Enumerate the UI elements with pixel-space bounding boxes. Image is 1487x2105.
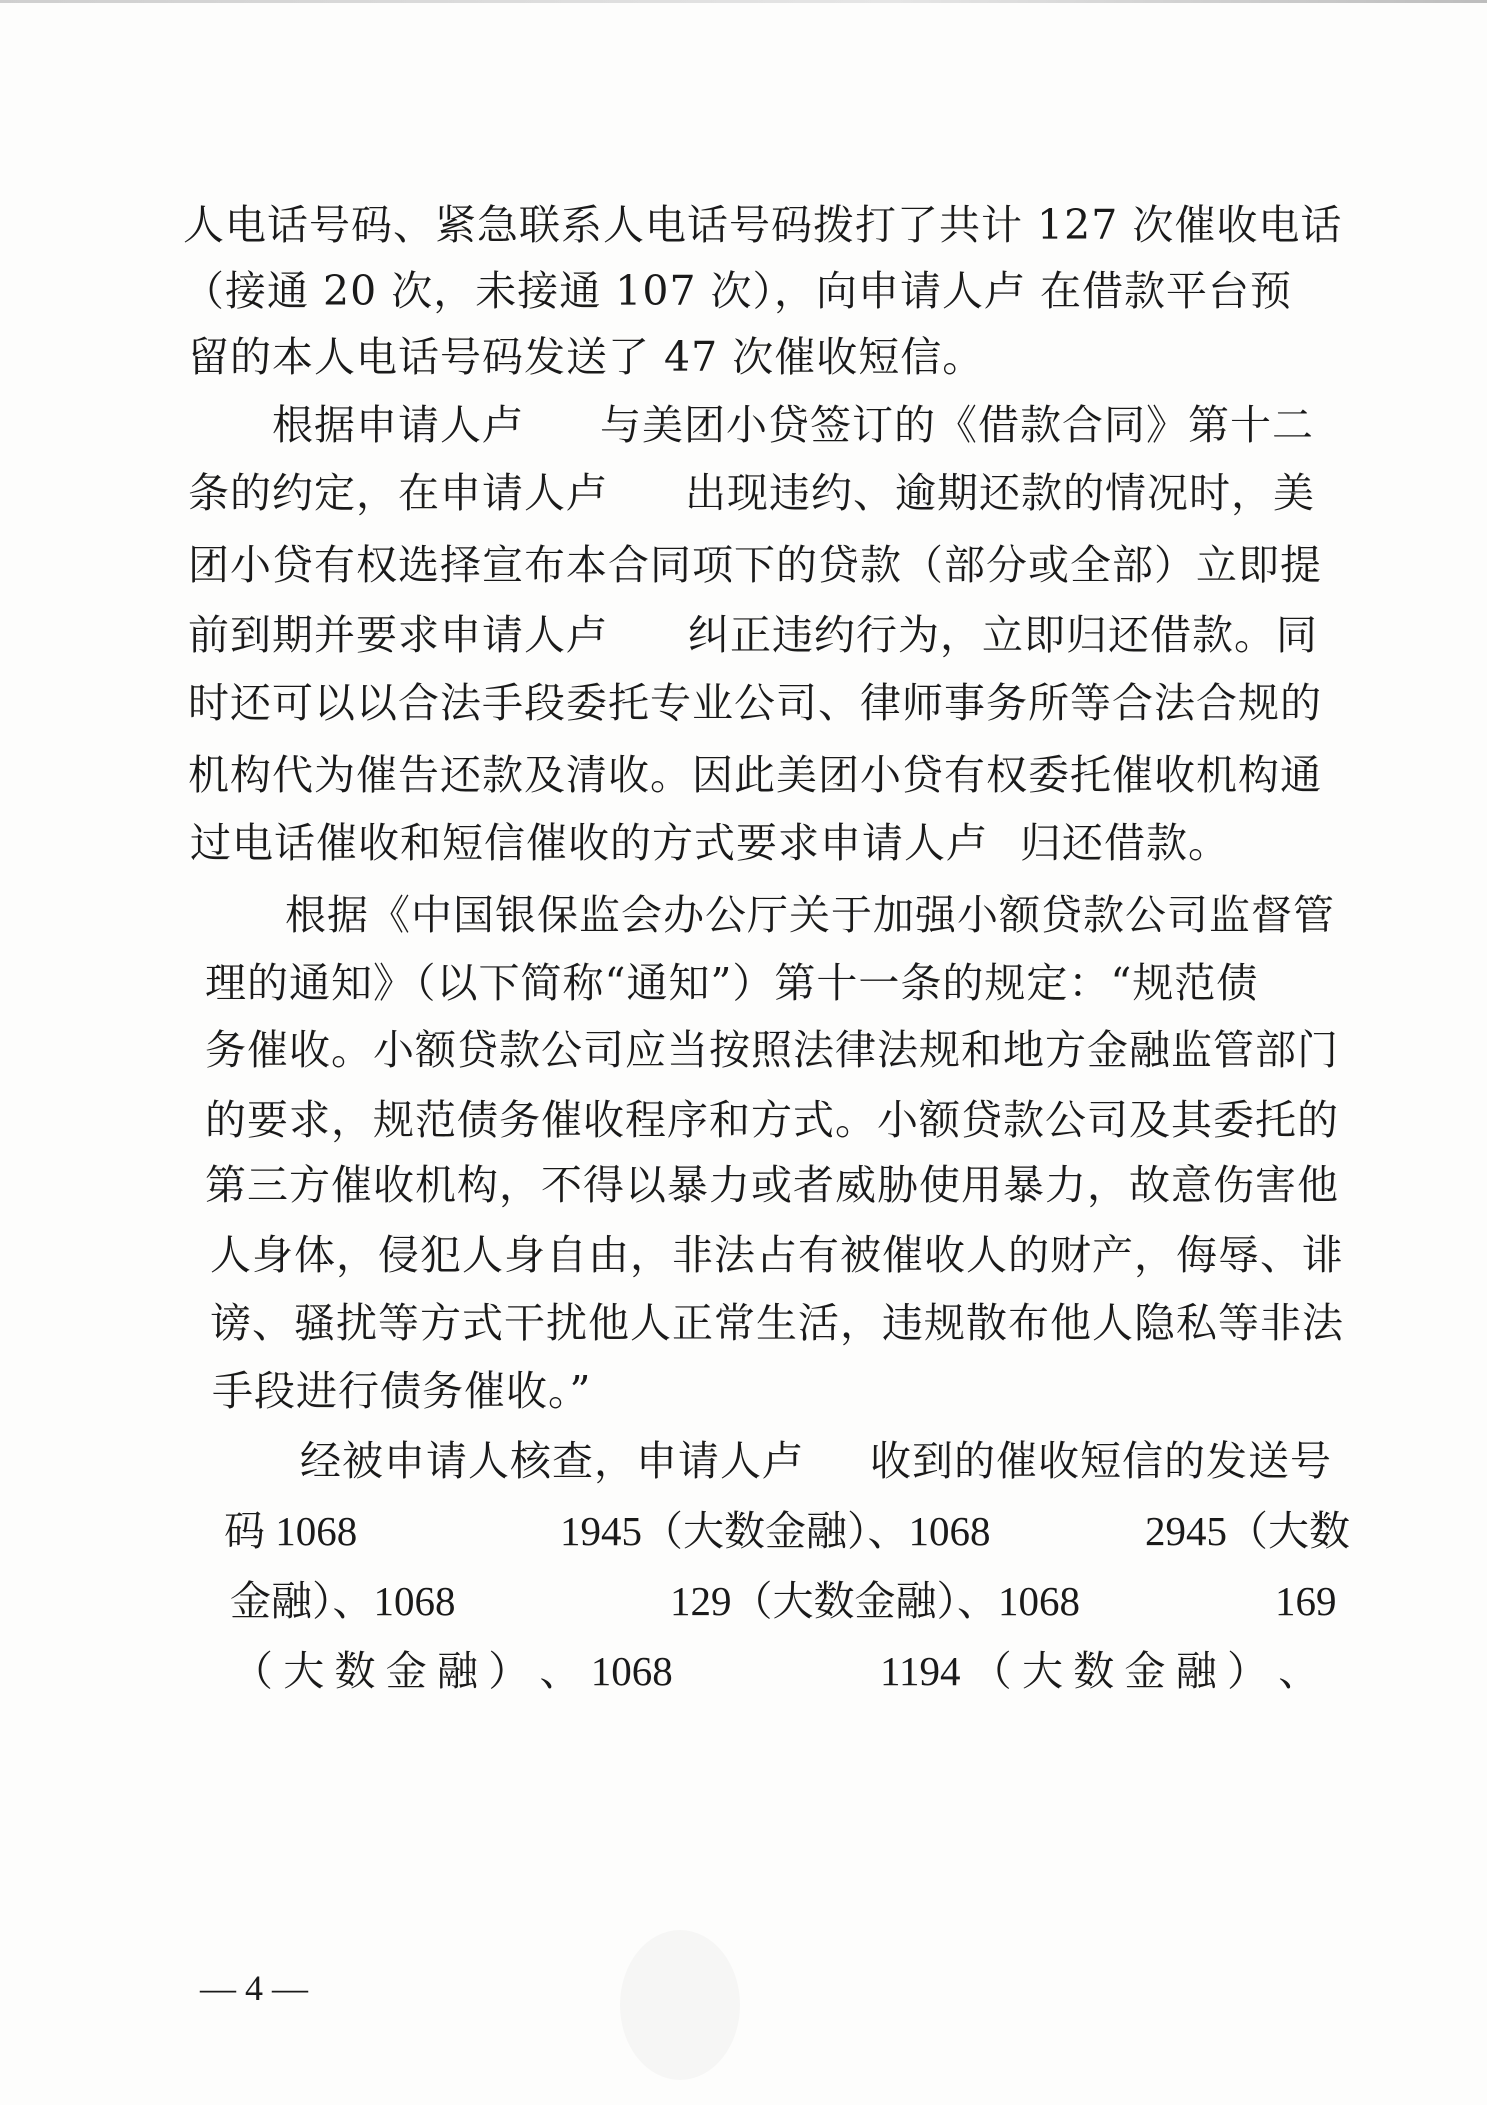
text-line (0, 1426, 1487, 1496)
text-line (0, 1288, 1487, 1358)
text-line (0, 1015, 1487, 1085)
page-number: — 4 — (200, 1968, 308, 2008)
text-segment: 留的本人电话号码发送了 47 次催收短信。 (188, 333, 985, 381)
text-segment: 第三方催收机构，不得以暴力或者威胁使用暴力，故意伤害他 (205, 1161, 1339, 1209)
text-segment: 根据申请人卢 (272, 401, 524, 449)
text-line (0, 458, 1487, 528)
text-line (0, 390, 1487, 460)
text-line (0, 1636, 1487, 1706)
text-line (0, 600, 1487, 670)
text-segment: 手段进行债务催收。” (212, 1367, 592, 1415)
text-segment: 谤、骚扰等方式干扰他人正常生活，违规散布他人隐私等非法 (210, 1299, 1344, 1347)
text-segment: 129（大数金融）、1068 (670, 1578, 1080, 1624)
text-segment: 1945（大数金融）、1068 (560, 1508, 991, 1554)
page-top-edge (0, 0, 1487, 3)
text-line (0, 322, 1487, 392)
text-segment: 条的约定，在申请人卢 (188, 469, 608, 517)
text-segment: 理的通知》（以下简称“通知”）第十一条的规定：“规范债 (205, 959, 1259, 1007)
text-segment: 根据《中国银保监会办公厅关于加强小额贷款公司监督管 (285, 891, 1335, 939)
text-segment: 金融）、1068 (230, 1578, 456, 1624)
text-segment: 在借款平台预 (1040, 267, 1292, 315)
text-line (0, 1085, 1487, 1155)
text-line (0, 530, 1487, 600)
text-segment: （ 大 数 金 融 ） 、 1068 (232, 1648, 673, 1694)
text-segment: 码 1068 (224, 1508, 358, 1554)
text-segment: 的要求，规范债务催收程序和方式。小额贷款公司及其委托的 (205, 1096, 1339, 1144)
text-segment: 时还可以以合法手段委托专业公司、律师事务所等合法合规的 (188, 679, 1322, 727)
text-line (0, 190, 1487, 260)
text-line (0, 1496, 1487, 1566)
text-segment: 过电话催收和短信催收的方式要求申请人卢 (190, 819, 988, 867)
text-segment: 团小贷有权选择宣布本合同项下的贷款（部分或全部）立即提 (188, 541, 1322, 589)
text-line (0, 1150, 1487, 1220)
text-segment: 人电话号码、紧急联系人电话号码拨打了共计 127 次催收电话 (183, 201, 1343, 249)
text-segment: 1194 （ 大 数 金 融 ） 、 (880, 1648, 1320, 1694)
text-segment: 收到的催收短信的发送号 (870, 1437, 1332, 1485)
text-segment: 机构代为催告还款及清收。因此美团小贷有权委托催收机构通 (188, 751, 1322, 799)
text-line (0, 948, 1487, 1018)
text-line (0, 1566, 1487, 1636)
text-segment: 经被申请人核查，申请人卢 (300, 1437, 804, 1485)
text-segment: 归还借款。 (1020, 819, 1230, 867)
text-line (0, 808, 1487, 878)
text-segment: 2945（大数 (1145, 1508, 1350, 1554)
scan-smudge (620, 1930, 740, 2080)
text-segment: 人身体，侵犯人身自由，非法占有被催收人的财产，侮辱、诽 (210, 1231, 1344, 1279)
text-segment: （接通 20 次，未接通 107 次），向申请人卢 (183, 267, 1027, 315)
text-line (0, 256, 1487, 326)
text-line (0, 1356, 1487, 1426)
text-segment: 务催收。小额贷款公司应当按照法律法规和地方金融监管部门 (205, 1026, 1339, 1074)
text-line (0, 880, 1487, 950)
text-line (0, 668, 1487, 738)
text-segment: 纠正违约行为，立即归还借款。同 (688, 611, 1318, 659)
text-segment: 与美团小贷签订的《借款合同》第十二 (600, 401, 1314, 449)
text-segment: 169 (1275, 1578, 1337, 1624)
text-segment: 出现违约、逾期还款的情况时，美 (685, 469, 1315, 517)
text-line (0, 740, 1487, 810)
text-segment: 前到期并要求申请人卢 (188, 611, 608, 659)
text-line (0, 1220, 1487, 1290)
